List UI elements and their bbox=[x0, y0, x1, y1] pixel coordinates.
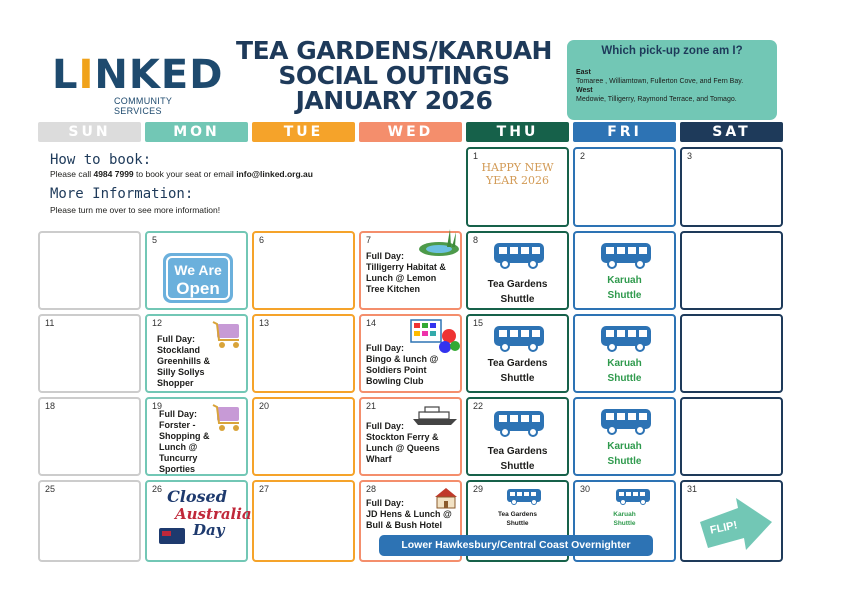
day-number: 6 bbox=[259, 235, 265, 245]
day-cell-6 bbox=[252, 231, 355, 310]
header-tue: TUE bbox=[252, 122, 355, 142]
title-line-2: SOCIAL OUTINGS bbox=[278, 61, 510, 90]
event-text: Full Day: Forster - Shopping & Lunch @ Tuncurry Sporties bbox=[159, 409, 210, 474]
zone-east-label: East bbox=[576, 69, 591, 76]
how-to-book-heading: How to book: bbox=[50, 152, 152, 168]
day-number: 12 bbox=[152, 318, 163, 328]
shuttle-label: Karuah Shuttle bbox=[607, 358, 642, 384]
australian-flag-icon bbox=[159, 528, 185, 544]
day-number: 20 bbox=[259, 401, 270, 411]
title-line-1: TEA GARDENS/KARUAH bbox=[236, 36, 552, 65]
page-title bbox=[222, 38, 566, 113]
happy-new-year-art: HAPPY NEW YEAR 2026 bbox=[481, 161, 554, 187]
pickup-zone-box bbox=[567, 40, 777, 120]
more-info-text: Please turn me over to see more information! bbox=[50, 205, 221, 215]
day-number: 29 bbox=[473, 484, 484, 494]
day-number: 15 bbox=[473, 318, 484, 328]
event-text: Full Day: Stockland Greenhills & Silly Sollys Shopper bbox=[157, 334, 211, 388]
day-number: 26 bbox=[152, 484, 163, 494]
shuttle-label: Karuah Shuttle bbox=[607, 275, 642, 301]
day-number: 19 bbox=[152, 401, 163, 411]
day-cell-18 bbox=[38, 397, 141, 476]
event-text: Full Day: Stockton Ferry & Lunch @ Queens Wharf bbox=[366, 421, 440, 464]
event-text: Full Day: Bingo & lunch @ Soldiers Point Bowling Club bbox=[366, 343, 439, 386]
day-cell-14 bbox=[359, 314, 462, 393]
day-cell-13 bbox=[252, 314, 355, 393]
day-number: 8 bbox=[473, 235, 479, 245]
header-wed: WED bbox=[359, 122, 462, 142]
day-number: 27 bbox=[259, 484, 270, 494]
zone-west-text: Medowie, Tilligerry, Raymond Terrace, and Tomago. bbox=[576, 96, 737, 103]
shuttle-label: Karuah Shuttle bbox=[607, 441, 642, 467]
zone-west-label: West bbox=[576, 87, 593, 94]
day-cell-11 bbox=[38, 314, 141, 393]
day-number: 14 bbox=[366, 318, 377, 328]
day-number: 21 bbox=[366, 401, 377, 411]
day-cell-empty bbox=[38, 231, 141, 310]
day-number: 22 bbox=[473, 401, 484, 411]
zone-east-text: Tomaree , Williamtown, Fullerton Cove, and Fern Bay. bbox=[576, 78, 744, 85]
event-text: Full Day: JD Hens & Lunch @ Bull & Bush Hotel bbox=[366, 498, 452, 530]
header-sat: SAT bbox=[680, 122, 783, 142]
day-cell-31 bbox=[680, 480, 783, 562]
day-cell-17 bbox=[680, 314, 783, 393]
day-cell-15 bbox=[466, 314, 569, 393]
bus-icon bbox=[615, 488, 651, 506]
day-cell-21 bbox=[359, 397, 462, 476]
bus-icon bbox=[600, 407, 652, 435]
bus-icon bbox=[493, 324, 545, 352]
day-number: 2 bbox=[580, 151, 586, 161]
day-number: 5 bbox=[152, 235, 158, 245]
we-are-open-badge: We Are Open bbox=[163, 253, 233, 303]
zone-title: Which pick-up zone am I? bbox=[601, 45, 743, 57]
linked-logo bbox=[52, 52, 224, 116]
day-cell-9 bbox=[573, 231, 676, 310]
header-fri: FRI bbox=[573, 122, 676, 142]
shuttle-label: Tea Gardens Shuttle bbox=[487, 446, 548, 472]
more-info-heading: More Information: bbox=[50, 186, 194, 202]
logo-wordmark: LINKED bbox=[52, 52, 224, 98]
title-line-3: JANUARY 2026 bbox=[295, 86, 493, 115]
header-thu: THU bbox=[466, 122, 569, 142]
day-number: 25 bbox=[45, 484, 56, 494]
day-cell-10 bbox=[680, 231, 783, 310]
day-number: 1 bbox=[473, 151, 479, 161]
day-number: 28 bbox=[366, 484, 377, 494]
day-number: 18 bbox=[45, 401, 56, 411]
shuttle-label: Tea Gardens Shuttle bbox=[498, 511, 537, 527]
event-text: Full Day: Tilligerry Habitat & Lunch @ Lemon Tree Kitchen bbox=[366, 251, 446, 294]
day-cell-5 bbox=[145, 231, 248, 310]
flip-text: FLIP! bbox=[709, 519, 739, 537]
closed-australia-day-art: Closed Australia Day bbox=[153, 488, 241, 538]
how-to-book bbox=[50, 152, 460, 216]
shuttle-label: Tea Gardens Shuttle bbox=[487, 279, 548, 305]
day-cell-25 bbox=[38, 480, 141, 562]
day-number: 13 bbox=[259, 318, 270, 328]
day-number: 7 bbox=[366, 235, 372, 245]
day-cell-23 bbox=[573, 397, 676, 476]
day-number: 3 bbox=[687, 151, 693, 161]
day-cell-12 bbox=[145, 314, 248, 393]
day-cell-7 bbox=[359, 231, 462, 310]
email-link[interactable]: info@linked.org.au bbox=[236, 169, 313, 179]
day-number: 31 bbox=[687, 484, 698, 494]
bus-icon bbox=[493, 409, 545, 437]
logo-subtitle: COMMUNITY SERVICES bbox=[114, 96, 173, 116]
header-mon: MON bbox=[145, 122, 248, 142]
bus-icon bbox=[493, 241, 545, 269]
shuttle-label: Karuah Shuttle bbox=[613, 511, 636, 527]
day-cell-19 bbox=[145, 397, 248, 476]
day-cell-22 bbox=[466, 397, 569, 476]
shuttle-label: Tea Gardens Shuttle bbox=[487, 358, 548, 384]
day-cell-2 bbox=[573, 147, 676, 227]
day-cell-16 bbox=[573, 314, 676, 393]
day-cell-3 bbox=[680, 147, 783, 227]
day-cell-27 bbox=[252, 480, 355, 562]
shopping-cart-icon bbox=[211, 403, 243, 433]
day-cell-1 bbox=[466, 147, 569, 227]
day-cell-26 bbox=[145, 480, 252, 562]
shopping-cart-icon bbox=[211, 320, 243, 350]
header-sun: SUN bbox=[38, 122, 141, 142]
day-number: 11 bbox=[45, 318, 55, 328]
bus-icon bbox=[506, 488, 542, 506]
bus-icon bbox=[600, 324, 652, 352]
day-number: 30 bbox=[580, 484, 591, 494]
phone-number[interactable]: 4984 7999 bbox=[93, 169, 134, 179]
day-cell-24 bbox=[680, 397, 783, 476]
how-to-book-text: Please call 4984 7999 to book your seat or email info@linked.org.au bbox=[50, 169, 313, 179]
day-cell-8 bbox=[466, 231, 569, 310]
overnighter-banner: Lower Hawkesbury/Central Coast Overnighter bbox=[379, 535, 653, 556]
bus-icon bbox=[600, 241, 652, 269]
day-cell-20 bbox=[252, 397, 355, 476]
